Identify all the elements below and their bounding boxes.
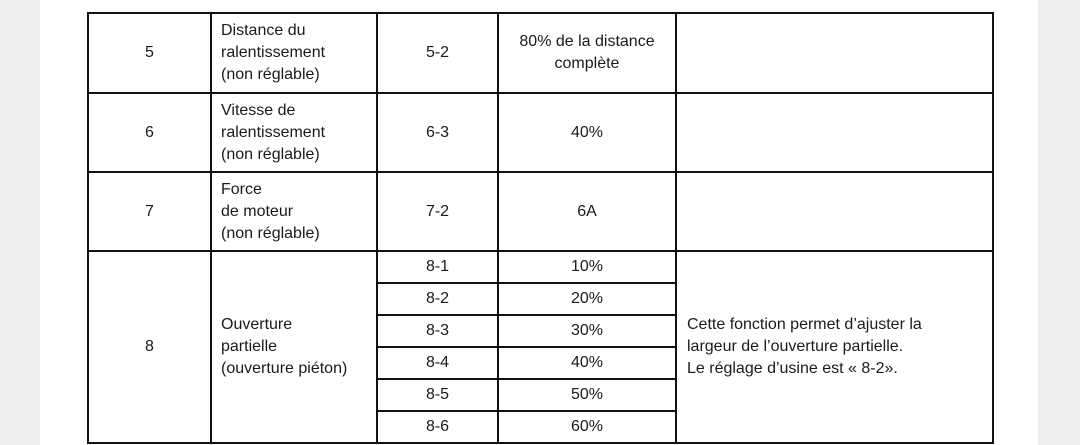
document-page <box>40 0 1038 445</box>
function-name: Distance du ralentissement (non réglable) <box>211 13 377 93</box>
setting-value: 40% <box>498 93 676 172</box>
row-number: 7 <box>88 172 211 251</box>
setting-value: 50% <box>498 379 676 411</box>
setting-code: 8-6 <box>377 411 498 443</box>
setting-code: 8-3 <box>377 315 498 347</box>
setting-description: Cette fonction permet d’ajuster la largeur de l’ouverture partielle. Le réglage d’usine est « 8-2». <box>676 251 993 443</box>
row-number: 6 <box>88 93 211 172</box>
setting-code: 8-2 <box>377 283 498 315</box>
table-row <box>88 172 993 251</box>
setting-code: 8-5 <box>377 379 498 411</box>
setting-value: 6A <box>498 172 676 251</box>
settings-table <box>87 12 994 444</box>
setting-code: 8-1 <box>377 251 498 283</box>
table-row <box>88 93 993 172</box>
setting-value: 20% <box>498 283 676 315</box>
row-number: 5 <box>88 13 211 93</box>
setting-value: 10% <box>498 251 676 283</box>
setting-code: 8-4 <box>377 347 498 379</box>
setting-code: 5-2 <box>377 13 498 93</box>
setting-description <box>676 13 993 93</box>
table-row <box>88 251 993 283</box>
function-name: Ouverture partielle (ouverture piéton) <box>211 251 377 443</box>
row-number: 8 <box>88 251 211 443</box>
setting-description <box>676 172 993 251</box>
setting-value: 30% <box>498 315 676 347</box>
function-name: Vitesse de ralentissement (non réglable) <box>211 93 377 172</box>
table-row <box>88 13 993 93</box>
setting-value: 60% <box>498 411 676 443</box>
setting-description <box>676 93 993 172</box>
setting-value: 40% <box>498 347 676 379</box>
setting-value: 80% de la distance complète <box>498 13 676 93</box>
setting-code: 6-3 <box>377 93 498 172</box>
setting-code: 7-2 <box>377 172 498 251</box>
function-name: Force de moteur (non réglable) <box>211 172 377 251</box>
